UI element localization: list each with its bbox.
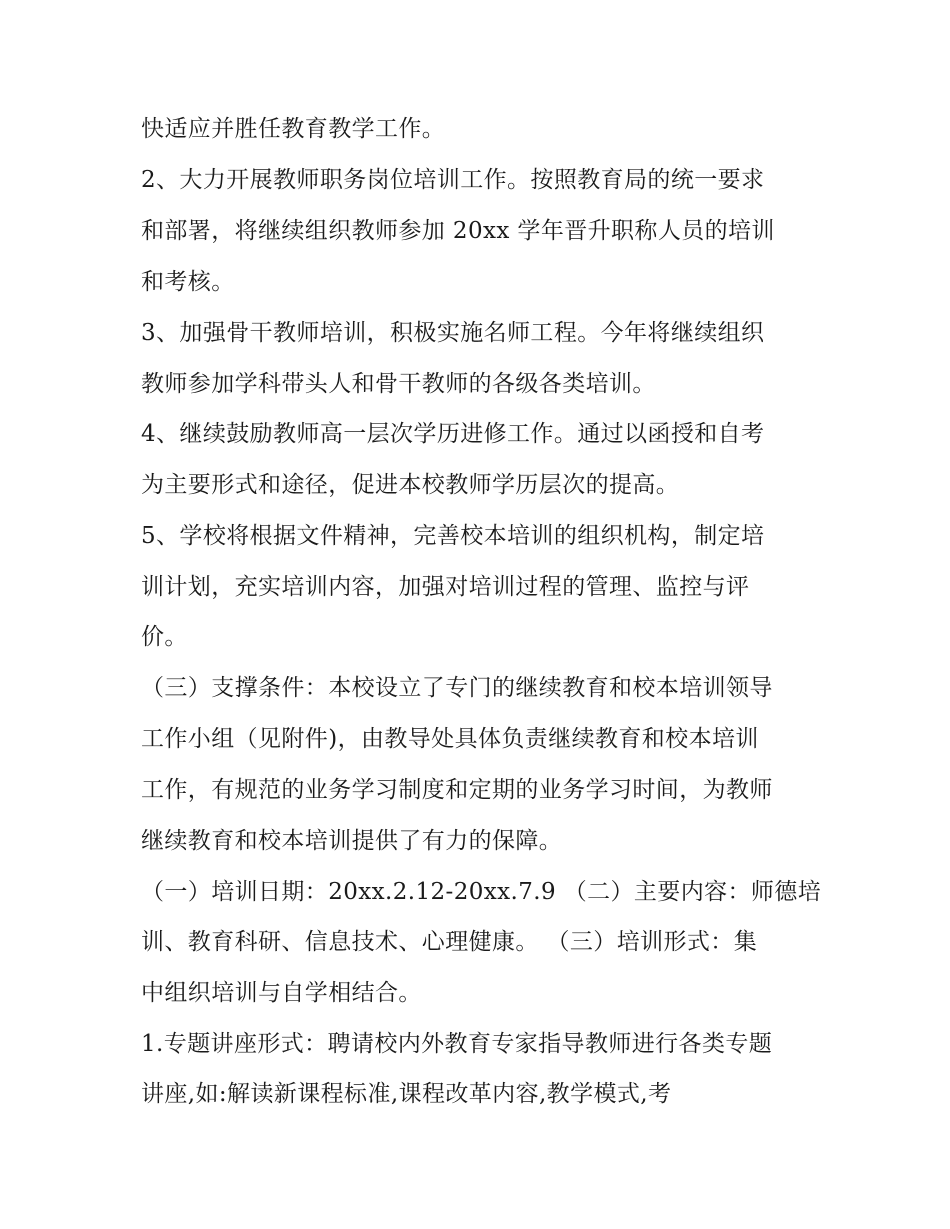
text-line-4: 和考核。 (141, 269, 235, 295)
text-line-6: 教师参加学科带头人和骨干教师的各级各类培训。 (141, 371, 656, 397)
text-line-12: （三）支撑条件：本校设立了专门的继续教育和校本培训领导 (141, 675, 773, 701)
text-line-1: 快适应并胜任教育教学工作。 (141, 116, 446, 142)
text-line-11: 价。 (141, 624, 188, 650)
text-line-8: 为主要形式和途径，促进本校教师学历层次的提高。 (141, 472, 680, 498)
text-line-13: 工作小组（见附件)，由教导处具体负责继续教育和校本培训 (141, 726, 759, 752)
text-line-7: 4、继续鼓励教师高一层次学历进修工作。通过以函授和自考 (141, 421, 765, 447)
text-line-9: 5、学校将根据文件精神，完善校本培训的组织机构，制定培 (141, 523, 765, 549)
text-line-14: 工作，有规范的业务学习制度和定期的业务学习时间，为教师 (141, 777, 773, 803)
text-line-5: 3、加强骨干教师培训，积极实施名师工程。今年将继续组织 (141, 320, 765, 346)
text-line-3: 和部署，将继续组织教师参加 20xx 学年晋升职称人员的培训 (141, 218, 775, 244)
text-line-20: 讲座,如:解读新课程标准,课程改革内容,教学模式,考 (141, 1081, 672, 1107)
text-line-2: 2、大力开展教师职务岗位培训工作。按照教育局的统一要求 (141, 167, 765, 193)
text-line-17: 训、教育科研、信息技术、心理健康。 （三）培训形式：集 (141, 929, 758, 955)
text-line-15: 继续教育和校本培训提供了有力的保障。 (141, 828, 563, 854)
text-line-16: （一）培训日期：20xx.2.12-20xx.7.9 （二）主要内容：师德培 (141, 879, 822, 905)
text-line-18: 中组织培训与自学相结合。 (141, 980, 422, 1006)
text-line-10: 训计划，充实培训内容，加强对培训过程的管理、监控与评 (141, 574, 750, 600)
text-line-19: 1.专题讲座形式：聘请校内外教育专家指导教师进行各类专题 (141, 1031, 773, 1057)
